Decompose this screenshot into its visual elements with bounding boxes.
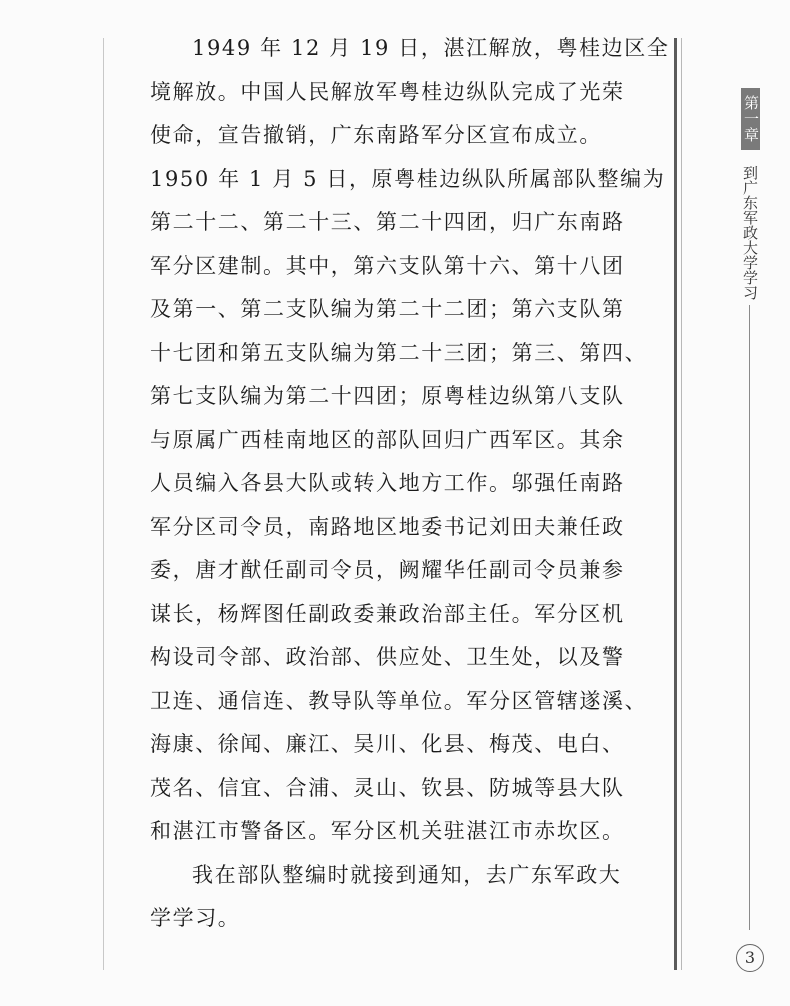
text-line: 委，唐才猷任副司令员，阙耀华任副司令员兼参 bbox=[150, 558, 625, 582]
text-line: 海康、徐闻、廉江、吴川、化县、梅茂、电白、 bbox=[150, 732, 625, 756]
text-line: 和湛江市警备区。军分区机关驻湛江市赤坎区。 bbox=[150, 819, 625, 843]
text-line: 使命，宣告撤销，广东南路军分区宣布成立。 bbox=[150, 123, 602, 147]
text-line: 茂名、信宜、合浦、灵山、钦县、防城等县大队 bbox=[150, 776, 625, 800]
text-line: 学学习。 bbox=[150, 906, 241, 930]
text-line: 卫连、通信连、教导队等单位。军分区管辖遂溪、 bbox=[150, 689, 648, 713]
margin-rule bbox=[749, 305, 750, 930]
text-line: 谋长，杨辉图任副政委兼政治部主任。军分区机 bbox=[150, 602, 625, 626]
text-line: 军分区司令员，南路地区地委书记刘田夫兼任政 bbox=[150, 515, 625, 539]
chapter-tag: 第一章 bbox=[741, 88, 760, 150]
text-line: 构设司令部、政治部、供应处、卫生处，以及警 bbox=[150, 645, 625, 669]
page-number: 3 bbox=[736, 944, 764, 972]
text-line: 境解放。中国人民解放军粤桂边纵队完成了光荣 bbox=[150, 80, 625, 104]
text-line: 及第一、第二支队编为第二十二团；第六支队第 bbox=[150, 297, 625, 321]
text-line: 与原属广西桂南地区的部队回归广西军区。其余 bbox=[150, 428, 625, 452]
chapter-title: 到广东军政大学学习 bbox=[741, 165, 759, 300]
text-line: 第七支队编为第二十四团；原粤桂边纵第八支队 bbox=[150, 384, 625, 408]
text-line: 军分区建制。其中，第六支队第十六、第十八团 bbox=[150, 254, 625, 278]
page-edge-bar bbox=[674, 38, 677, 970]
text-line: 第二十二、第二十三、第二十四团，归广东南路 bbox=[150, 210, 625, 234]
text-line: 十七团和第五支队编为第二十三团；第三、第四、 bbox=[150, 341, 648, 365]
text-line: 我在部队整编时就接到通知，去广东军政大 bbox=[192, 863, 622, 887]
text-line: 1949 年 12 月 19 日，湛江解放，粤桂边区全 bbox=[192, 36, 670, 60]
text-line: 人员编入各县大队或转入地方工作。邬强任南路 bbox=[150, 471, 625, 495]
page-edge-thin bbox=[681, 38, 682, 970]
page-edge-left bbox=[103, 38, 104, 970]
text-line: 1950 年 1 月 5 日，原粤桂边纵队所属部队整编为 bbox=[150, 167, 666, 191]
